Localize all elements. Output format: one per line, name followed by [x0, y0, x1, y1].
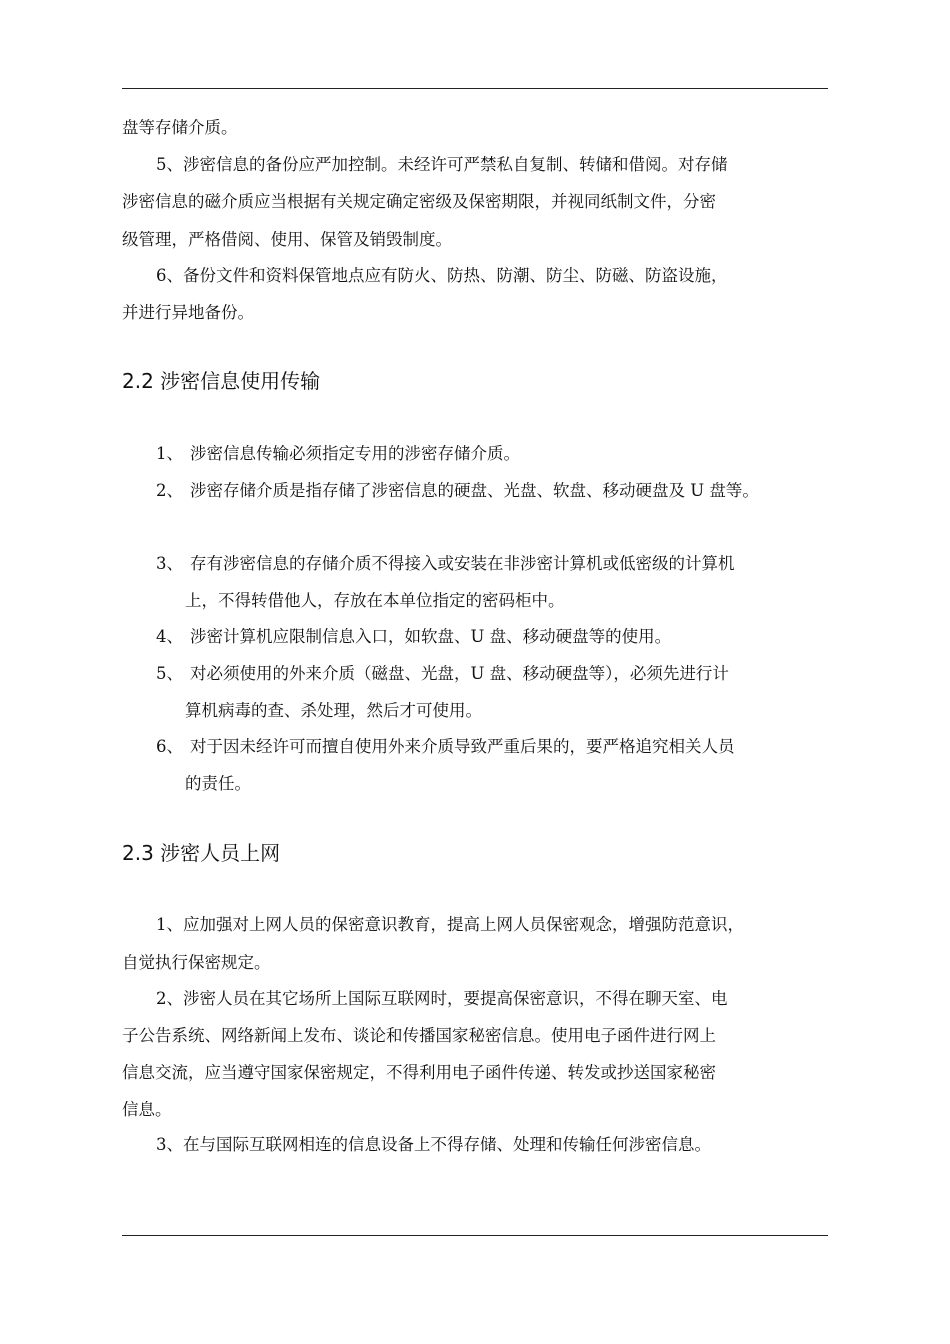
list-item	[156, 553, 846, 575]
list-number: 5、	[156, 664, 183, 683]
list-text: 存有涉密信息的存储介质不得接入或安装在非涉密计算机或低密级的计算机	[190, 554, 735, 573]
header-rule	[122, 88, 828, 89]
list-text: 涉密存储介质是指存储了涉密信息的硬盘、光盘、软盘、移动硬盘及 U 盘等。	[190, 481, 759, 500]
list-text: 涉密信息传输必须指定专用的涉密存储介质。	[190, 444, 520, 463]
paragraph-line: 2、涉密人员在其它场所上国际互联网时，要提高保密意识，不得在聊天室、电	[156, 989, 728, 1008]
section-heading-2-3: 2.3 涉密人员上网	[122, 841, 281, 865]
paragraph-line: 信息交流，应当遵守国家保密规定，不得利用电子函件传递、转发或抄送国家秘密	[122, 1063, 716, 1082]
list-item	[156, 443, 846, 465]
paragraph-line: 6、备份文件和资料保管地点应有防火、防热、防潮、防尘、防磁、防盗设施，	[156, 266, 728, 285]
list-text-continuation: 算机病毒的查、杀处理，然后才可使用。	[185, 701, 482, 720]
list-text: 对于因未经许可而擅自使用外来介质导致严重后果的，要严格追究相关人员	[190, 737, 735, 756]
list-item	[156, 663, 846, 685]
list-item	[156, 626, 846, 648]
paragraph-line: 并进行异地备份。	[122, 303, 254, 322]
paragraph-line: 盘等存储介质。	[122, 118, 238, 137]
paragraph-line: 子公告系统、网络新闻上发布、谈论和传播国家秘密信息。使用电子函件进行网上	[122, 1026, 716, 1045]
list-item	[156, 480, 846, 502]
paragraph-line: 涉密信息的磁介质应当根据有关规定确定密级及保密期限，并视同纸制文件，分密	[122, 192, 716, 211]
list-number: 1、	[156, 444, 183, 463]
paragraph-line: 级管理，严格借阅、使用、保管及销毁制度。	[122, 230, 452, 249]
list-number: 4、	[156, 627, 183, 646]
paragraph-line: 自觉执行保密规定。	[122, 953, 271, 972]
paragraph-line: 信息。	[122, 1100, 172, 1119]
list-number: 6、	[156, 737, 183, 756]
list-item	[156, 736, 846, 758]
paragraph-line: 3、在与国际互联网相连的信息设备上不得存储、处理和传输任何涉密信息。	[156, 1135, 711, 1154]
list-text-continuation: 的责任。	[185, 774, 251, 793]
paragraph-line: 5、涉密信息的备份应严加控制。未经许可严禁私自复制、转储和借阅。对存储	[156, 155, 728, 174]
list-number: 2、	[156, 481, 183, 500]
list-text: 对必须使用的外来介质（磁盘、光盘，U 盘、移动硬盘等），必须先进行计	[190, 664, 729, 683]
paragraph-line: 1、应加强对上网人员的保密意识教育，提高上网人员保密观念，增强防范意识，	[156, 915, 744, 934]
list-text-continuation: 上，不得转借他人，存放在本单位指定的密码柜中。	[185, 591, 565, 610]
list-number: 3、	[156, 554, 183, 573]
section-heading-2-2: 2.2 涉密信息使用传输	[122, 369, 321, 393]
list-text: 涉密计算机应限制信息入口，如软盘、U 盘、移动硬盘等的使用。	[190, 627, 672, 646]
footer-rule	[122, 1235, 828, 1236]
